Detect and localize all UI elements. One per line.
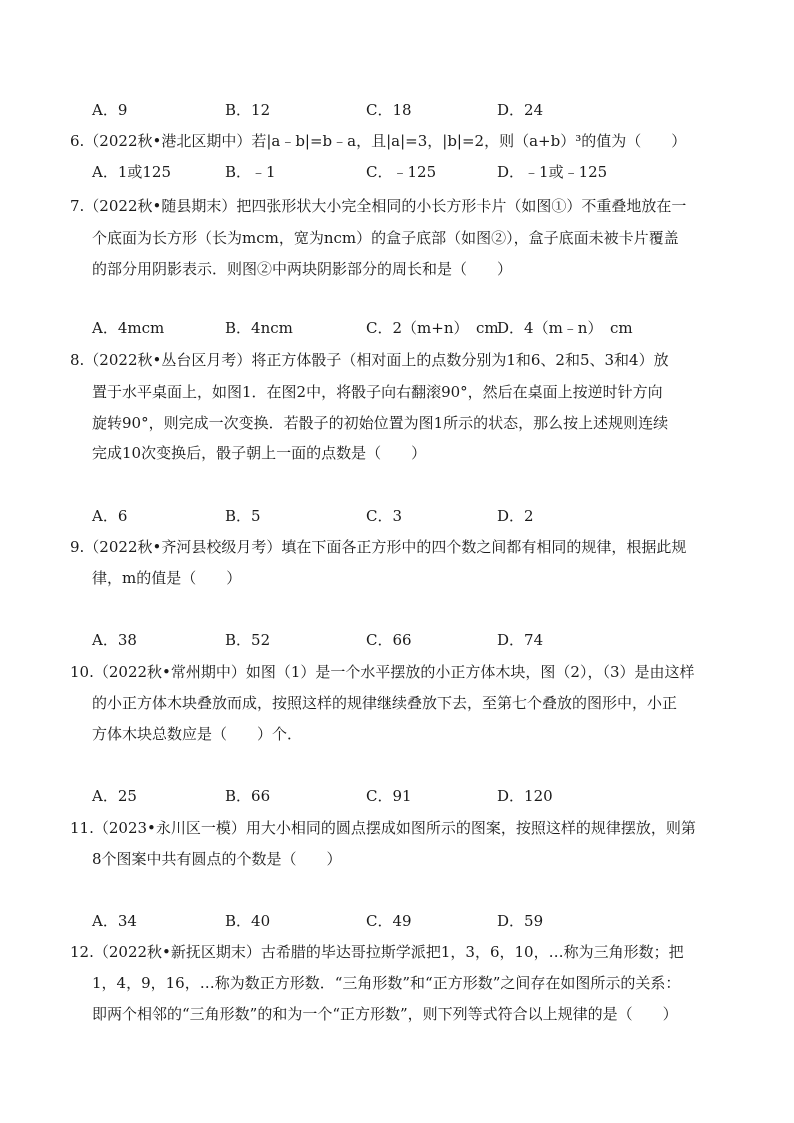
- q9-stem-line-2: 律，m的值是（ ）: [92, 569, 242, 587]
- q11-option-c[interactable]: C．49: [366, 912, 412, 930]
- q5-option-c[interactable]: C．18: [366, 101, 412, 119]
- q11-stem-line-1: 11.（2023•永川区一模）用大小相同的圆点摆成如图所示的图案，按照这样的规律摆放，则第: [70, 819, 696, 837]
- q7-stem-line-2: 个底面为长方形（长为mcm，宽为ncm）的盒子底部（如图②），盒子底面未被卡片覆盖: [92, 229, 679, 247]
- q10-option-a[interactable]: A．25: [92, 787, 137, 805]
- q7-option-d[interactable]: D．4（m﹣n） cm: [497, 319, 633, 337]
- q6-option-d[interactable]: D．﹣1或﹣125: [497, 163, 608, 181]
- q8-option-b[interactable]: B．5: [225, 507, 261, 525]
- q7-stem-line-3: 的部分用阴影表示．则图②中两块阴影部分的周长和是（ ）: [92, 260, 513, 278]
- q5-option-a[interactable]: A．9: [92, 101, 128, 119]
- q12-stem-line-1: 12.（2022秋•新抚区期末）古希腊的毕达哥拉斯学派把1，3，6，10，…称为三角形数；把: [70, 943, 684, 961]
- q6-stem-line-1: 6.（2022秋•港北区期中）若|a﹣b|=b﹣a，且|a|=3，|b|=2，则（a+b）³的值为（ ）: [70, 132, 687, 150]
- q6-option-c[interactable]: C．﹣125: [366, 163, 437, 181]
- q11-option-d[interactable]: D．59: [497, 912, 544, 930]
- q6-option-b[interactable]: B．﹣1: [225, 163, 276, 181]
- q8-stem-line-3: 旋转90°，则完成一次变换．若骰子的初始位置为图1所示的状态，那么按上述规则连续: [92, 414, 669, 432]
- q8-stem-line-4: 完成10次变换后，骰子朝上一面的点数是（ ）: [92, 444, 427, 462]
- q10-option-b[interactable]: B．66: [225, 787, 271, 805]
- q11-option-a[interactable]: A．34: [92, 912, 137, 930]
- q9-option-d[interactable]: D．74: [497, 631, 544, 649]
- q6-option-a[interactable]: A．1或125: [92, 163, 172, 181]
- q11-stem-line-2: 8个图案中共有圆点的个数是（ ）: [92, 850, 342, 868]
- q7-stem-line-1: 7.（2022秋•随县期末）把四张形状大小完全相同的小长方形卡片（如图①）不重叠地放在一: [70, 197, 687, 215]
- q10-stem-line-3: 方体木块总数应是（ ）个．: [92, 725, 303, 743]
- q8-option-d[interactable]: D．2: [497, 507, 534, 525]
- q12-stem-line-3: 即两个相邻的“三角形数”的和为一个“正方形数”，则下列等式符合以上规律的是（ ）: [92, 1005, 678, 1023]
- q5-option-b[interactable]: B．12: [225, 101, 271, 119]
- q7-option-c[interactable]: C．2（m+n） cm: [366, 319, 499, 337]
- q8-stem-line-2: 置于水平桌面上，如图1．在图2中，将骰子向右翻滚90°，然后在桌面上按逆时针方向: [92, 383, 663, 401]
- q7-option-a[interactable]: A．4mcm: [92, 319, 165, 337]
- q10-stem-line-2: 的小正方体木块叠放而成，按照这样的规律继续叠放下去，至第七个叠放的图形中，小正: [92, 694, 678, 712]
- q8-stem-line-1: 8.（2022秋•丛台区月考）将正方体骰子（相对面上的点数分别为1和6、2和5、3和4）放: [70, 351, 669, 369]
- q9-option-b[interactable]: B．52: [225, 631, 271, 649]
- q5-option-d[interactable]: D．24: [497, 101, 544, 119]
- q11-option-b[interactable]: B．40: [225, 912, 271, 930]
- q9-stem-line-1: 9.（2022秋•齐河县校级月考）填在下面各正方形中的四个数之间都有相同的规律，根据此规: [70, 538, 687, 556]
- q10-option-d[interactable]: D．120: [497, 787, 553, 805]
- q7-option-b[interactable]: B．4ncm: [225, 319, 293, 337]
- q9-option-c[interactable]: C．66: [366, 631, 412, 649]
- q12-stem-line-2: 1，4，9，16，…称为数正方形数．“三角形数”和“正方形数”之间存在如图所示的关系：: [92, 974, 681, 992]
- q10-option-c[interactable]: C．91: [366, 787, 412, 805]
- q10-stem-line-1: 10.（2022秋•常州期中）如图（1）是一个水平摆放的小正方体木块，图（2），（3）是由这样: [70, 663, 695, 681]
- q9-option-a[interactable]: A．38: [92, 631, 137, 649]
- q8-option-a[interactable]: A．6: [92, 507, 128, 525]
- q8-option-c[interactable]: C．3: [366, 507, 403, 525]
